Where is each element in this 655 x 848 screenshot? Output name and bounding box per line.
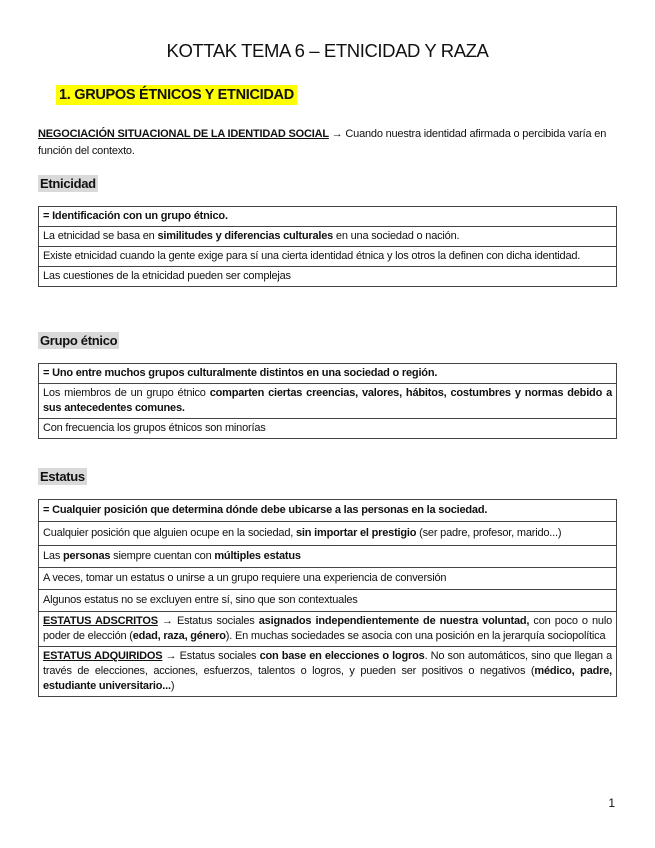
page-number: 1 bbox=[608, 796, 615, 810]
estatus-row-2: Cualquier posición que alguien ocupe en la sociedad, sin importar el prestigio (ser padre, profesor, marido...) bbox=[39, 522, 617, 546]
etnicidad-table bbox=[38, 206, 617, 287]
estatus-label: Estatus bbox=[40, 469, 85, 484]
estatus-row-5: Algunos estatus no se excluyen entre sí, sino que son contextuales bbox=[39, 590, 617, 612]
estatus-row-3: Las personas siempre cuentan con múltiples estatus bbox=[39, 546, 617, 568]
estatus-row-6: ESTATUS ADSCRITOS → Estatus sociales asignados independientemente de nuestra voluntad, con poco o nulo poder de elección (edad, raza, género). En muchas sociedades se asocia con una posición en la jerarquía sociopolítica bbox=[39, 612, 617, 647]
intro-text: Cuando nuestra identidad afirmada o percibida varía en función del contexto. bbox=[38, 128, 607, 157]
estatus-table bbox=[38, 499, 617, 697]
section-heading-1: 1. GRUPOS ÉTNICOS Y ETNICIDAD bbox=[56, 85, 297, 105]
arrow-icon: → bbox=[157, 615, 177, 627]
grupo-row-2: Los miembros de un grupo étnico comparten ciertas creencias, valores, hábitos, costumbres y normas debido a sus antecedentes comunes. bbox=[39, 384, 617, 419]
etnicidad-label: Etnicidad bbox=[40, 176, 96, 191]
estatus-row-1: = Cualquier posición que determina dónde debe ubicarse a las personas en la sociedad. bbox=[39, 500, 617, 522]
intro-paragraph bbox=[38, 126, 617, 160]
estatus-row-4: A veces, tomar un estatus o unirse a un grupo requiere una experiencia de conversión bbox=[39, 568, 617, 590]
grupo-row-1: = Uno entre muchos grupos culturalmente distintos en una sociedad o región. bbox=[39, 364, 617, 384]
document-title: KOTTAK TEMA 6 – ETNICIDAD Y RAZA bbox=[166, 40, 489, 61]
intro-term: NEGOCIACIÓN SITUACIONAL DE LA IDENTIDAD SOCIAL bbox=[38, 128, 329, 140]
etnicidad-row-2: La etnicidad se basa en similitudes y diferencias culturales en una sociedad o nación. bbox=[39, 227, 617, 247]
etnicidad-row-3: Existe etnicidad cuando la gente exige para sí una cierta identidad étnica y los otros la definen con dicha identidad. bbox=[39, 247, 617, 267]
arrow-icon: → bbox=[331, 128, 343, 140]
grupo-row-3: Con frecuencia los grupos étnicos son minorías bbox=[39, 419, 617, 439]
etnicidad-row-1: = Identificación con un grupo étnico. bbox=[39, 207, 617, 227]
arrow-icon: → bbox=[162, 650, 180, 662]
etnicidad-row-4: Las cuestiones de la etnicidad pueden ser complejas bbox=[39, 267, 617, 287]
grupo-etnico-label: Grupo étnico bbox=[40, 333, 118, 348]
estatus-row-7: ESTATUS ADQUIRIDOS → Estatus sociales con base en elecciones o logros. No son automáticos, sino que llegan a través de elecciones, acciones, esfuerzos, talentos o logros, y pueden ser positivos o negativos (médico, padre, estudiante universitario...) bbox=[39, 647, 617, 697]
grupo-etnico-table bbox=[38, 363, 617, 439]
